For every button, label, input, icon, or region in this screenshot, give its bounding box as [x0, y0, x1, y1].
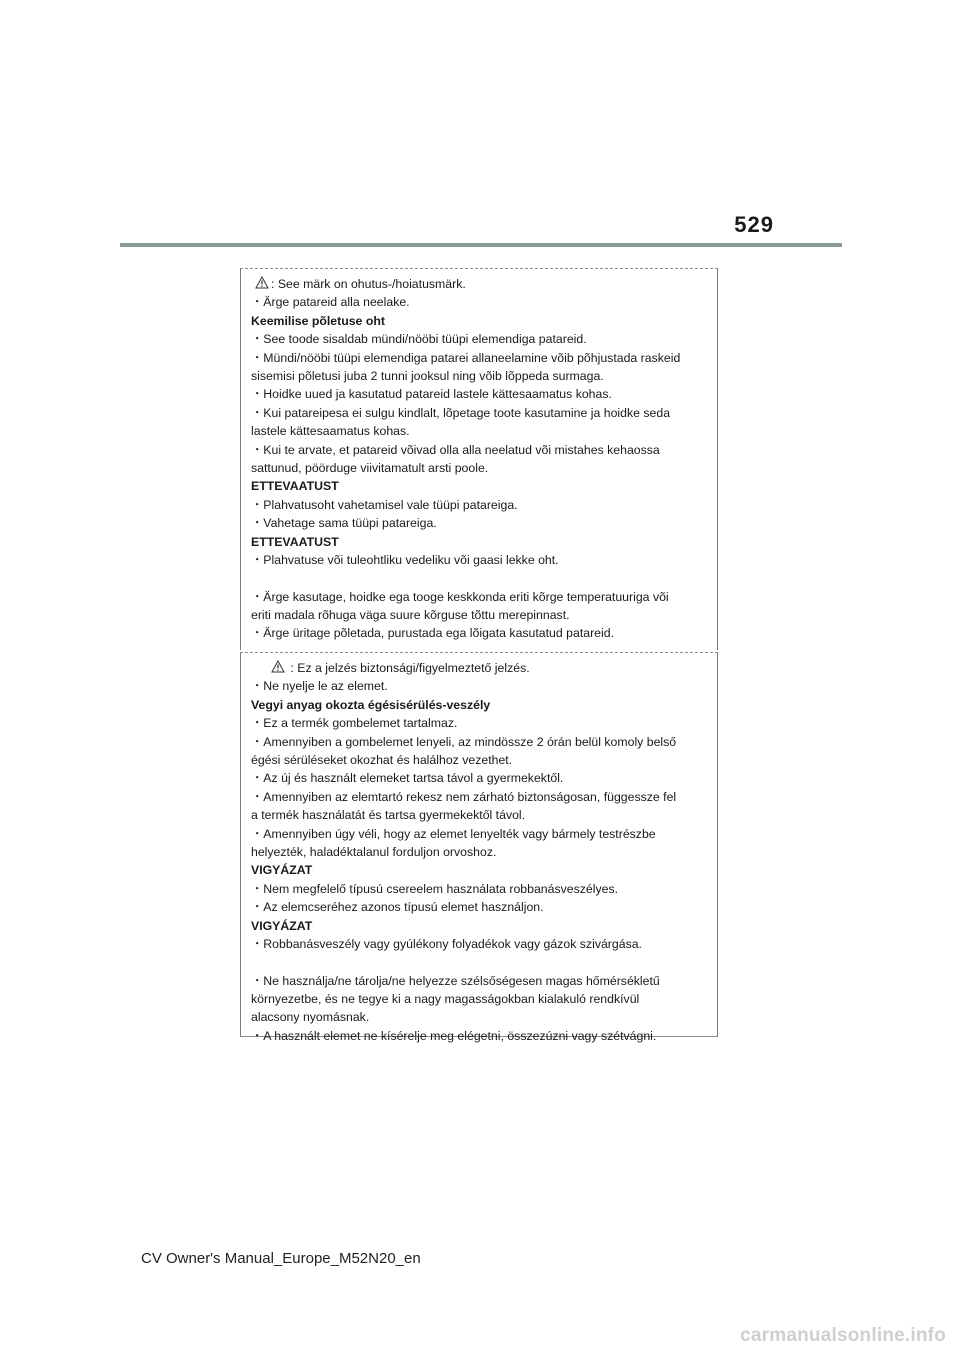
notice-line: ・Vahetage sama tüüpi patareiga. [251, 516, 437, 531]
page-number: 529 [734, 212, 774, 237]
notice-line: ・Ärge üritage põletada, purustada ega lõigata kasutatud patareid. [251, 626, 615, 641]
notice-line: ・Ärge patareid alla neelake. [251, 295, 410, 310]
notice-heading: ETTEVAATUST [251, 479, 339, 494]
notice-lines [251, 677, 717, 1045]
notice-line: ・Nem megfelelő típusú csereelem használata robbanásveszélyes. [251, 881, 619, 896]
watermark: carmanualsonline.info [740, 1325, 946, 1346]
symbol-line-text: : Ez a jelzés biztonsági/figyelmeztető jelzés. [290, 661, 530, 675]
notice-line: ・Plahvatusoht vahetamisel vale tüüpi patareiga. [251, 497, 518, 512]
paragraph-gap [251, 570, 717, 588]
notice-line: ・Kui te arvate, et patareid võivad olla alla neelatud või mistahes kehaossa [251, 442, 660, 457]
notice-line: helyezték, haladéktalanul forduljon orvoshoz. [251, 845, 497, 860]
notice-line: ・Ne használja/ne tárolja/ne helyezze szélsőségesen magas hőmérsékletű [251, 973, 660, 988]
notice-line: ・Az elemcseréhez azonos típusú elemet használjon. [251, 900, 544, 915]
notice-line: ・Ne nyelje le az elemet. [251, 679, 388, 694]
notice-heading: Vegyi anyag okozta égésisérülés-veszély [251, 697, 491, 712]
notice-line: ・Hoidke uued ja kasutatud patareid lastele kättesaamatus kohas. [251, 387, 612, 402]
notice-line: a termék használatát és tartsa gyermekektől távol. [251, 808, 526, 823]
notice-line: lastele kättesaamatus kohas. [251, 424, 410, 439]
notice-line: alacsony nyomásnak. [251, 1010, 370, 1025]
notice-line: ・Amennyiben úgy véli, hogy az elemet lenyelték vagy bármely testrészbe [251, 826, 656, 841]
notice-heading: ETTEVAATUST [251, 534, 339, 549]
notice-line: sisemisi põletusi juba 2 tunni jooksul ning võib lõppeda surmaga. [251, 369, 604, 384]
notice-line: eriti madala rõhuga väga suure kõrguse tõttu merepinnast. [251, 607, 570, 622]
notice-heading: Keemilise põletuse oht [251, 313, 385, 328]
notice-heading: VIGYÁZAT [251, 863, 313, 878]
notice-line: ・Amennyiben az elemtartó rekesz nem zárható biztonságosan, függessze fel [251, 789, 677, 804]
notice-line: sattunud, pöörduge viivitamatult arsti poole. [251, 461, 489, 476]
warning-triangle-icon [271, 660, 285, 673]
notice-line: ・Mündi/nööbi tüüpi elemendiga patarei allaneelamine võib põhjustada raskeid [251, 350, 681, 365]
notice-line: égési sérüléseket okozhat és halálhoz vezethet. [251, 753, 513, 768]
footer-manual-id: CV Owner's Manual_Europe_M52N20_en [141, 1250, 421, 1267]
notice-line: ・Plahvatuse või tuleohtliku vedeliku või gaasi lekke oht. [251, 553, 559, 568]
notice-line: ・Kui patareipesa ei sulgu kindlalt, lõpetage toote kasutamine ja hoidke seda [251, 405, 671, 420]
notice-line: ・A használt elemet ne kísérelje meg elégetni, összezúzni vagy szétvágni. [251, 1028, 657, 1043]
battery-warning-estonian [240, 268, 718, 650]
notice-line: ・Az új és használt elemeket tartsa távol a gyermekektől. [251, 771, 564, 786]
symbol-line [251, 659, 717, 677]
notice-heading: VIGYÁZAT [251, 918, 313, 933]
notice-line: ・Robbanásveszély vagy gyúlékony folyadékok vagy gázok szivárgása. [251, 937, 642, 952]
notice-line: ・See toode sisaldab mündi/nööbi tüüpi elemendiga patareid. [251, 332, 587, 347]
symbol-line-text: : See märk on ohutus-/hoiatusmärk. [271, 277, 466, 291]
header-rule [120, 243, 842, 247]
symbol-line [251, 275, 717, 293]
notice-line: ・Ärge kasutage, hoidke ega tooge keskkonda eriti kõrge temperatuuriga või [251, 589, 669, 604]
notice-line: környezetbe, és ne tegye ki a nagy magasságokban kialakuló rendkívül [251, 991, 640, 1006]
warning-triangle-icon [255, 276, 269, 289]
notice-line: ・Ez a termék gombelemet tartalmaz. [251, 716, 458, 731]
notice-line: ・Amennyiben a gombelemet lenyeli, az mindössze 2 órán belül komoly belső [251, 734, 677, 749]
notice-lines [251, 293, 717, 642]
paragraph-gap [251, 954, 717, 972]
battery-warning-hungarian [240, 652, 718, 1043]
